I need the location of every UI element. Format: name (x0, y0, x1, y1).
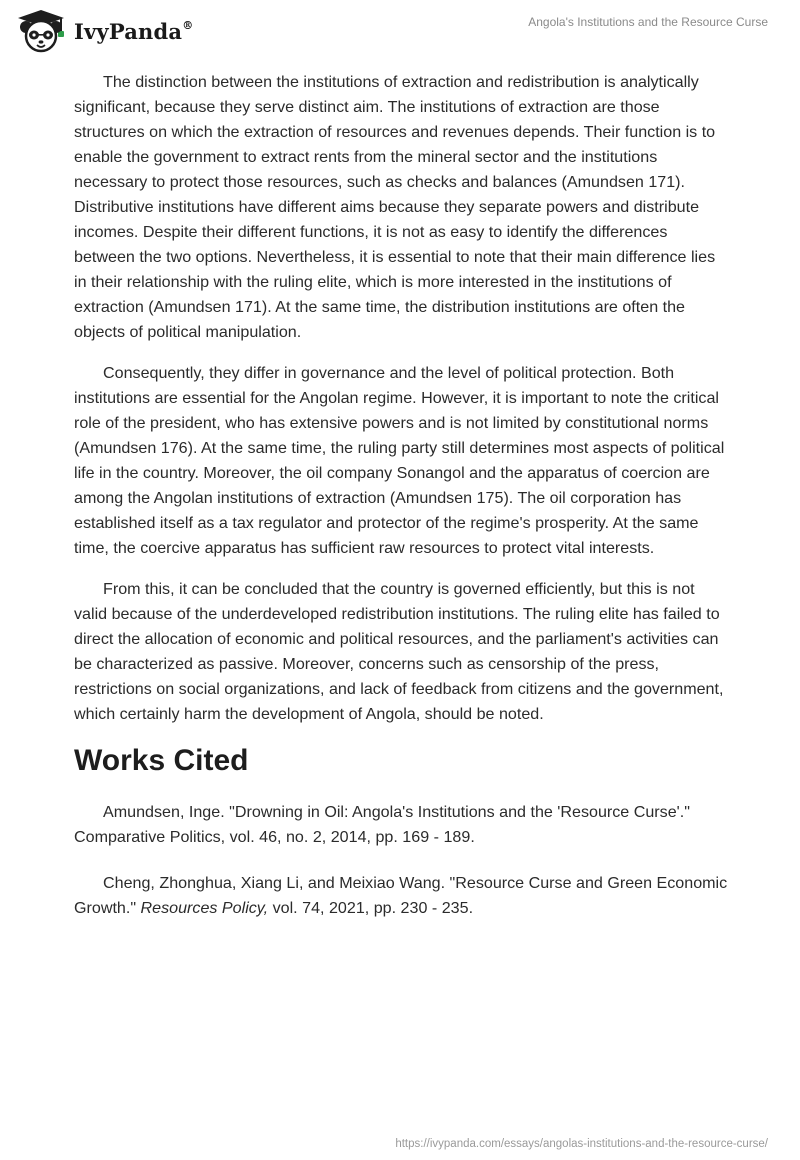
source-url[interactable]: https://ivypanda.com/essays/angolas-institutions-and-the-resource-curse/ (395, 1138, 768, 1150)
citation-entry: Amundsen, Inge. "Drowning in Oil: Angola's Institutions and the 'Resource Curse'." Comparative Politics, vol. 46, no. 2, 2014, pp. 169 - 189. (74, 803, 690, 846)
ivypanda-logo[interactable] (14, 8, 193, 54)
running-title: Angola's Institutions and the Resource Curse (528, 15, 768, 29)
body-paragraph: The distinction between the institutions of extraction and redistribution is analytically significant, because they serve distinct aim. The institutions of extraction are those structures on which the extraction of resources and revenues depends. Their function is to enable the government to extract rents from the mineral sector and the institutions necessary to protect those resources, such as checks and balances (Amundsen 171). Distributive institutions have different aims because they separate powers and distribute incomes. Despite their different functions, it is not as easy to identify the differences between the two options. Nevertheless, it is essential to note that their main difference lies in their relationship with the ruling elite, which is more interested in the institutions of extraction (Amundsen 171). At the same time, the distribution institutions are often the objects of political manipulation. (74, 73, 716, 341)
registered-mark: ® (182, 18, 194, 32)
citation-text: vol. 74, 2021, pp. 230 - 235. (268, 899, 474, 917)
citation-entry (74, 871, 730, 921)
panda-graduation-icon (14, 8, 68, 54)
body-paragraph: Consequently, they differ in governance and the level of political protection. Both institutions are essential for the Angolan regime. However, it is important to note the critical role of the president, who has extensive powers and is not limited by constitutional norms (Amundsen 176). At the same time, the ruling party still determines most aspects of political life in the country. Moreover, the oil company Sonangol and the apparatus of coercion are among the Angolan institutions of extraction (Amundsen 175). The oil corporation has established itself as a tax regulator and protector of the regime's prosperity. At the same time, the coercive apparatus has sufficient raw resources to protect vital interests. (74, 364, 725, 557)
brand-name: IvyPanda® (74, 18, 194, 44)
works-cited-heading: Works Cited (74, 744, 249, 777)
essay-content (74, 70, 730, 942)
body-paragraph: From this, it can be concluded that the country is governed efficiently, but this is not valid because of the underdeveloped redistribution institutions. The ruling elite has failed to direct the allocation of economic and political resources, and the parliament's activities can be characterized as passive. Moreover, concerns such as censorship of the press, restrictions on social organizations, and lack of feedback from citizens and the government, which certainly harm the development of Angola, should be noted. (74, 580, 724, 723)
citation-text: Cheng, Zhonghua, Xiang Li, and Meixiao Wang. "Resource Curse and Green Economic Growth." (74, 874, 728, 917)
citation-journal: Resources Policy, (140, 899, 269, 917)
page-header (0, 0, 800, 60)
